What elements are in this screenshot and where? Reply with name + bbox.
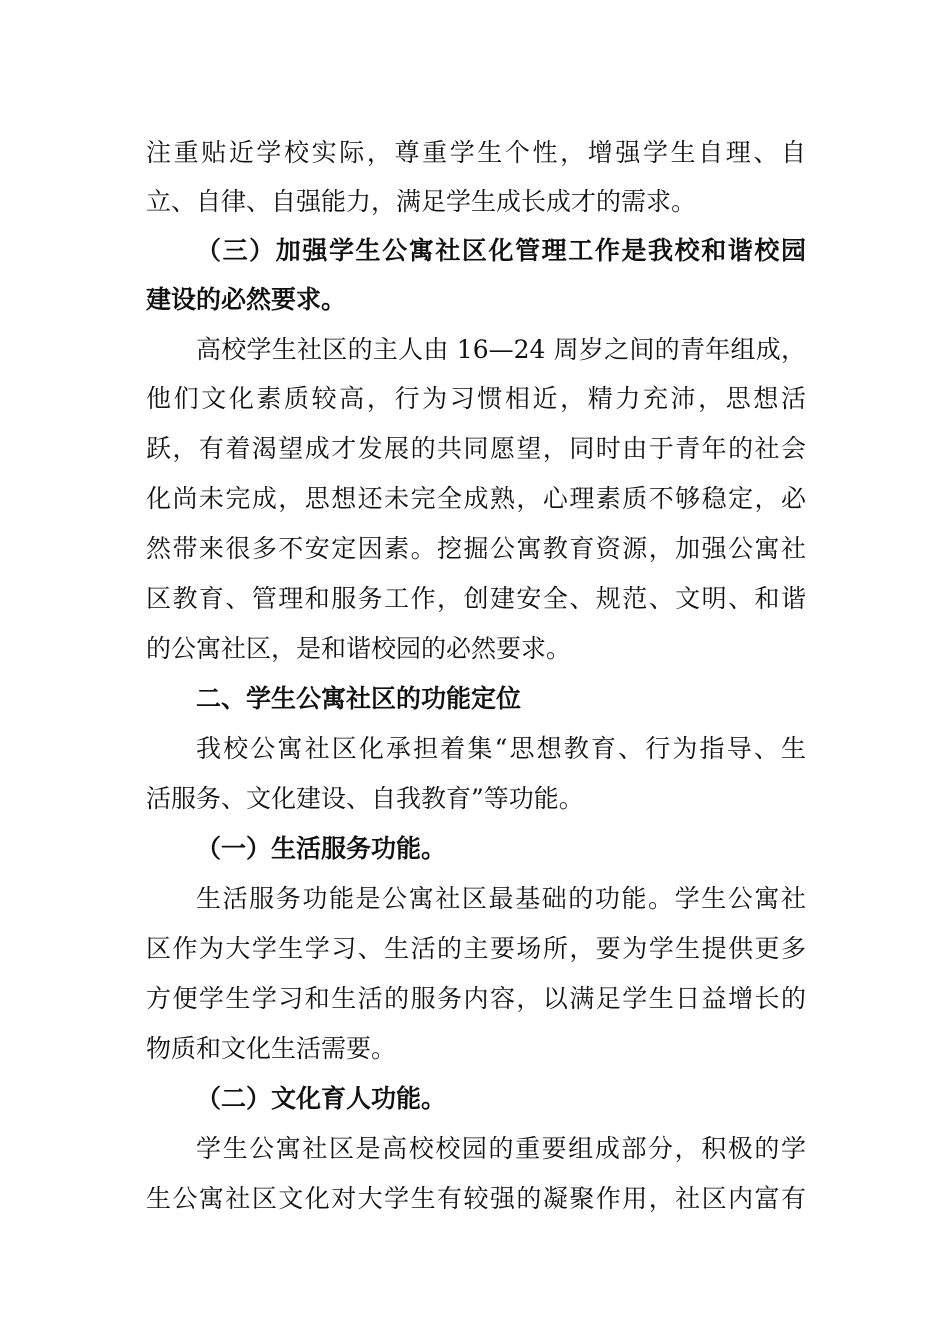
paragraph-first-line: 生活服务功能是公寓社区最基础的功能。学生公寓社: [196, 884, 806, 913]
paragraph-first-line: 我校公寓社区化承担着集“思想教育、行为指导、生: [196, 734, 806, 763]
body-text-line: 他们文化素质较高，行为习惯相近，精力充沛，思想活: [146, 384, 806, 413]
body-text-line: 然带来很多不安定因素。挖掘公寓教育资源，加强公寓社: [146, 534, 806, 563]
subsection-heading: （二）文化育人功能。: [196, 1084, 447, 1113]
body-text-line: 物质和文化生活需要。: [146, 1034, 397, 1063]
body-text-line: 跃，有着渴望成才发展的共同愿望，同时由于青年的社会: [146, 434, 806, 463]
body-text-line: 化尚未完成，思想还未完全成熟，心理素质不够稳定，必: [146, 484, 806, 513]
body-text-line: 注重贴近学校实际，尊重学生个性，增强学生自理、自: [146, 138, 806, 167]
body-text-line: 生公寓社区文化对大学生有较强的凝聚作用，社区内富有: [146, 1184, 806, 1213]
body-text-line: 方便学生学习和生活的服务内容，以满足学生日益增长的: [146, 984, 806, 1013]
body-text-line: 的公寓社区，是和谐校园的必然要求。: [146, 634, 572, 663]
body-text-line: 立、自律、自强能力，满足学生成长成才的需求。: [146, 187, 697, 216]
section-heading: （三）加强学生公寓社区化管理工作是我校和谐校园: [196, 236, 806, 265]
paragraph-first-line: 学生公寓社区是高校校园的重要组成部分，积极的学: [196, 1134, 806, 1163]
chapter-heading: 二、学生公寓社区的功能定位: [196, 684, 522, 713]
subsection-heading: （一）生活服务功能。: [196, 834, 447, 863]
section-heading-continuation: 建设的必然要求。: [146, 285, 347, 314]
body-text-line: 活服务、文化建设、自我教育”等功能。: [146, 784, 584, 813]
body-text-line: 区作为大学生学习、生活的主要场所，要为学生提供更多: [146, 934, 806, 963]
body-text-line: 区教育、管理和服务工作，创建安全、规范、文明、和谐: [146, 584, 806, 613]
paragraph-first-line: 高校学生社区的主人由 16—24 周岁之间的青年组成，: [196, 335, 806, 364]
